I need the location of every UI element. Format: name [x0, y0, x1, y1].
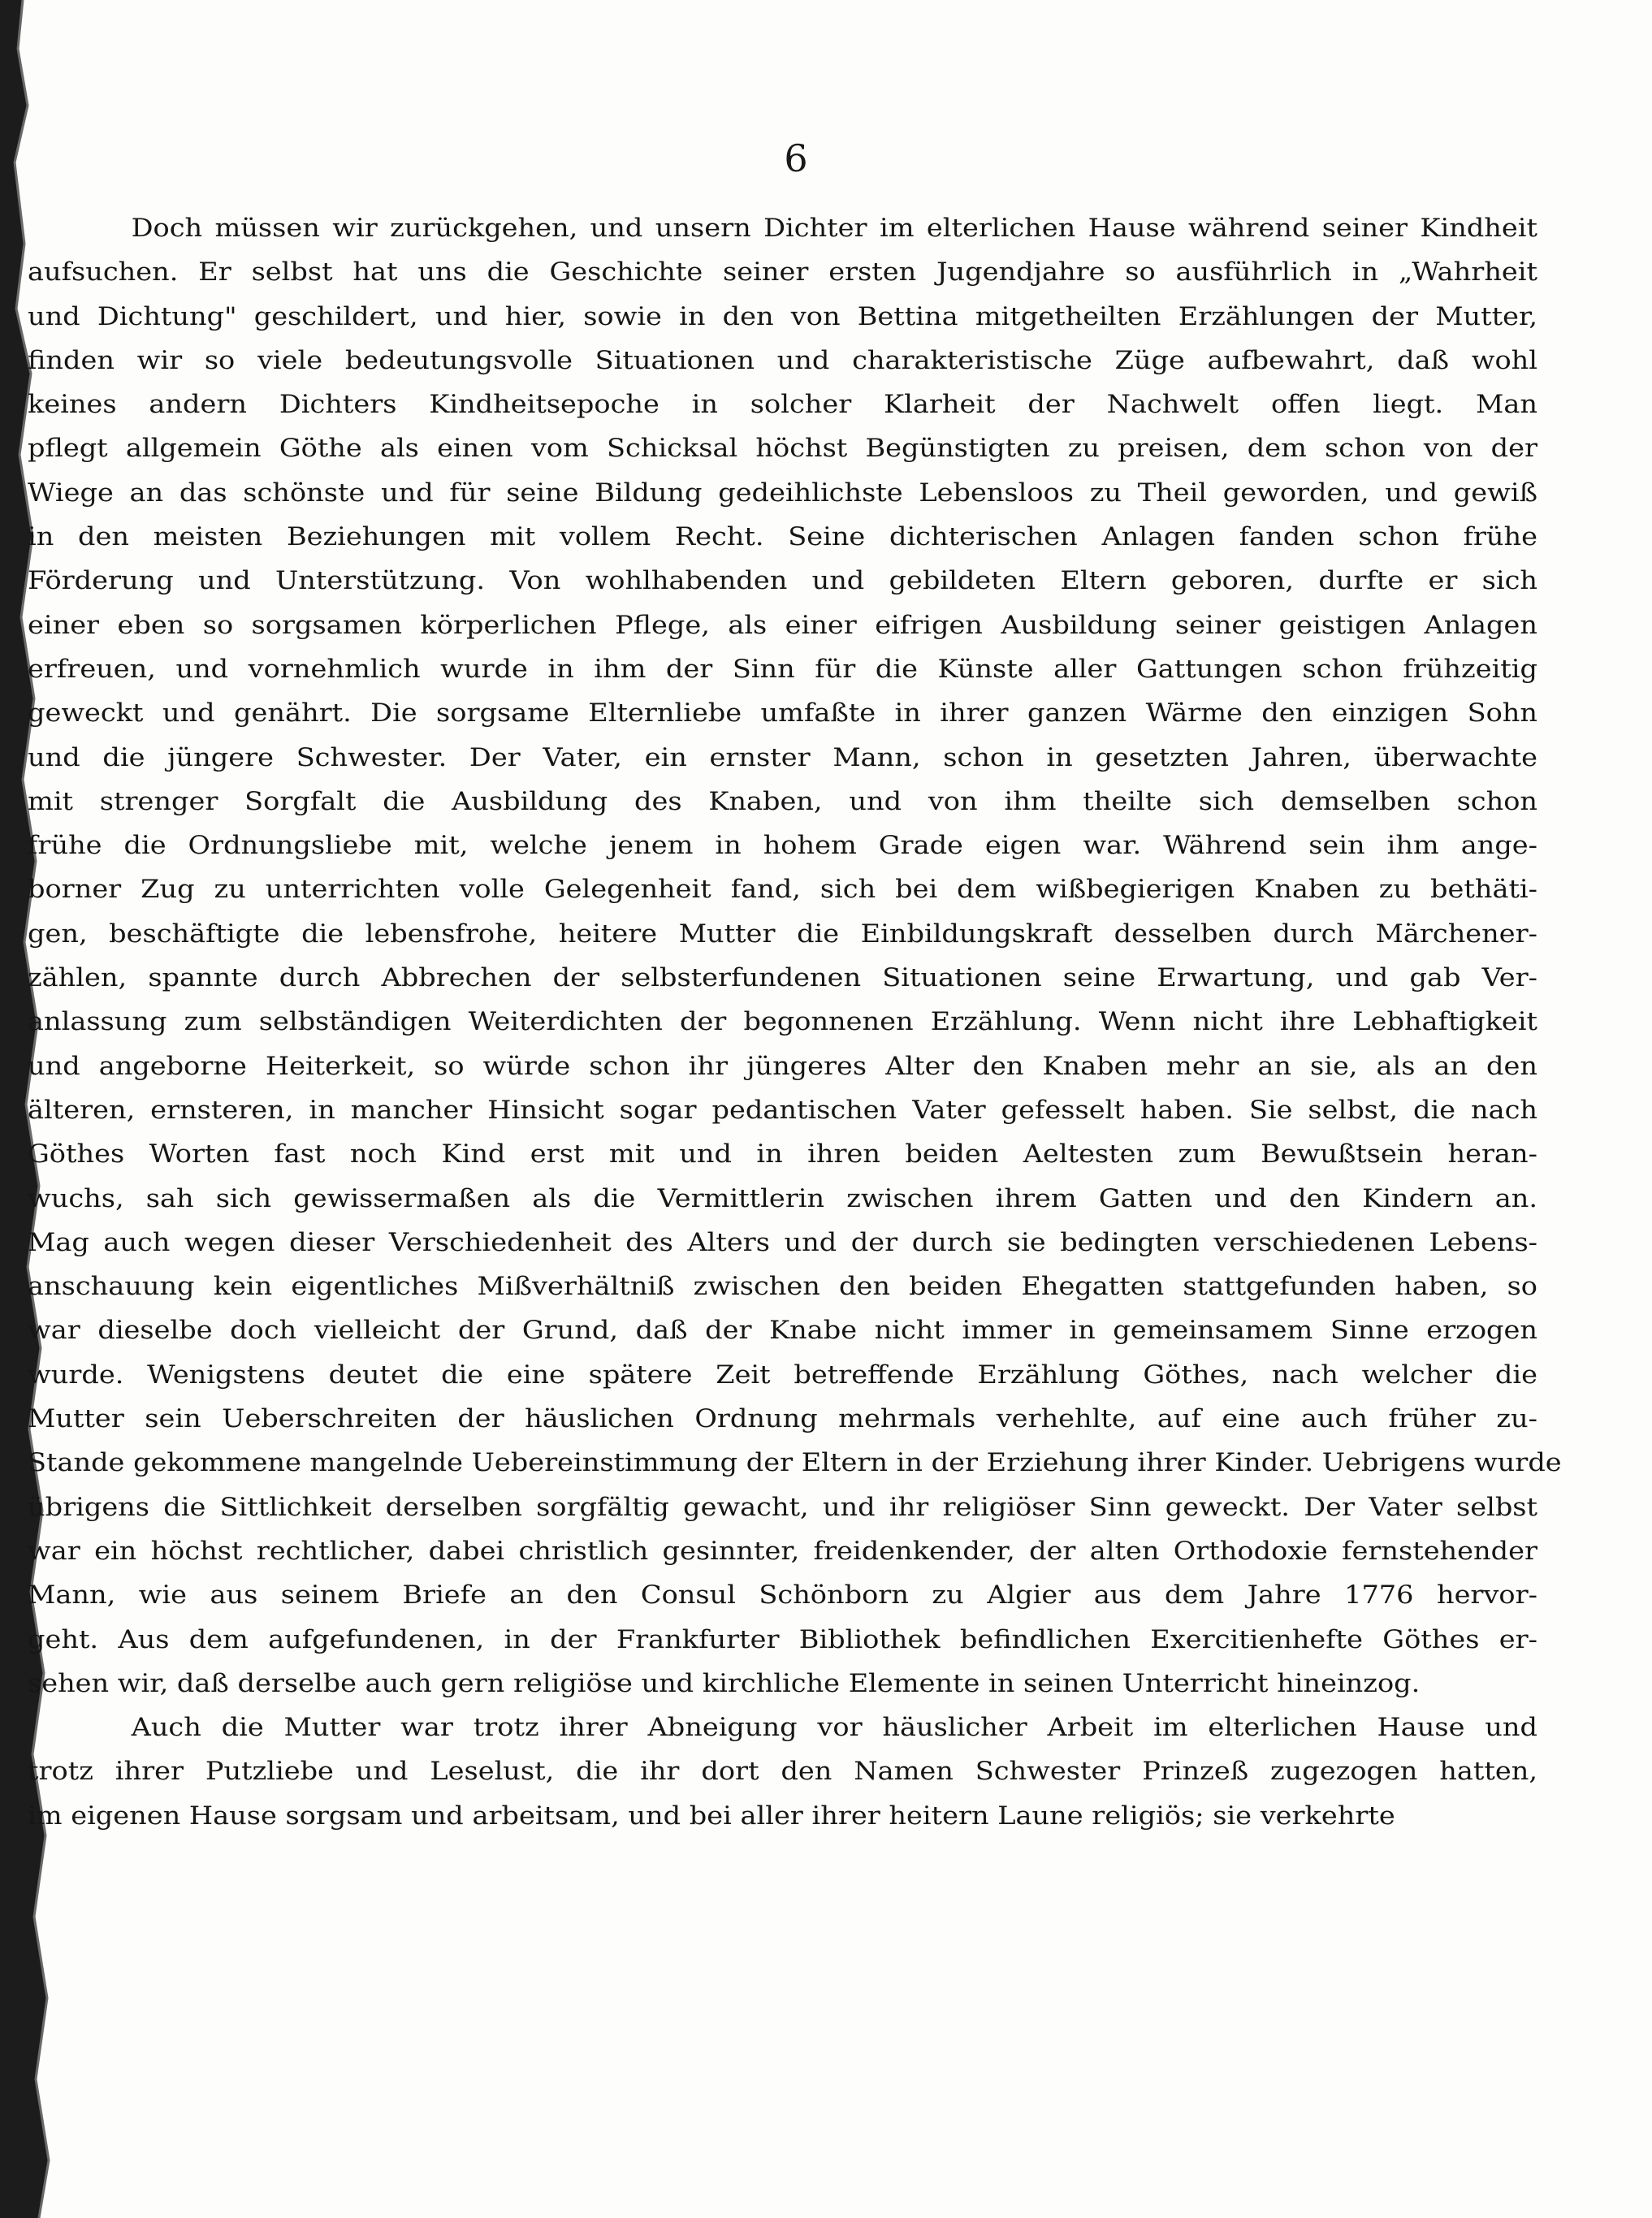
text-line: übrigens die Sittlichkeit derselben sorgfältig gewacht, und ihr religiöser Sinn geweckt. Der Vater selbst — [28, 1493, 1537, 1522]
text-line: und Dichtung" geschildert, und hier, sowie in den von Bettina mitgetheilten Erzählungen der Mutter, — [28, 302, 1537, 331]
text-line: geweckt und genährt. Die sorgsame Elternliebe umfaßte in ihrer ganzen Wärme den einzigen Sohn — [28, 699, 1537, 729]
text-line: sehen wir, daß derselbe auch gern religiöse und kirchliche Elemente in seinen Unterricht hineinzog. — [28, 1669, 1421, 1698]
text-line: erfreuen, und vornehmlich wurde in ihm der Sinn für die Künste aller Gattungen schon frühzeitig — [28, 655, 1537, 684]
text-line: anschauung kein eigentliches Mißverhältniß zwischen den beiden Ehegatten stattgefunden haben, so — [28, 1273, 1537, 1302]
text-line: und die jüngere Schwester. Der Vater, ein ernster Mann, schon in gesetzten Jahren, überwachte — [28, 743, 1537, 772]
body-text — [28, 207, 1562, 1839]
text-line: älteren, ernsteren, in mancher Hinsicht sogar pedantischen Vater gefesselt haben. Sie selbst, die nach — [28, 1096, 1537, 1125]
text-line: war ein höchst rechtlicher, dabei christlich gesinnter, freidenkender, der alten Orthodoxie fernstehender — [28, 1537, 1537, 1566]
text-line: Auch die Mutter war trotz ihrer Abneigung vor häuslicher Arbeit im elterlichen Hause und — [131, 1714, 1538, 1743]
text-line: pflegt allgemein Göthe als einen vom Schicksal höchst Begünstigten zu preisen, dem schon von der — [28, 435, 1537, 464]
text-line: einer eben so sorgsamen körperlichen Pflege, als einer eifrigen Ausbildung seiner geistigen Anlagen — [28, 611, 1537, 640]
text-line: wuchs, sah sich gewissermaßen als die Vermittlerin zwischen ihrem Gatten und den Kindern an. — [28, 1184, 1537, 1213]
text-line: Förderung und Unterstützung. Von wohlhabenden und gebildeten Eltern geboren, durfte er sich — [28, 567, 1537, 596]
text-line: geht. Aus dem aufgefundenen, in der Frankfurter Bibliothek befindlichen Exercitienhefte Göthes er- — [28, 1625, 1537, 1654]
text-line: anlassung zum selbständigen Weiterdichten der begonnenen Erzählung. Wenn nicht ihre Lebhaftigkeit — [28, 1008, 1537, 1037]
text-line: Mann, wie aus seinem Briefe an den Consul Schönborn zu Algier aus dem Jahre 1776 hervor- — [28, 1581, 1537, 1611]
text-line: aufsuchen. Er selbst hat uns die Geschichte seiner ersten Jugendjahre so ausführlich in „Wahrheit — [28, 258, 1537, 288]
text-line: borner Zug zu unterrichten volle Gelegenheit fand, sich bei dem wißbegierigen Knaben zu bethäti- — [28, 876, 1537, 905]
text-line: Doch müssen wir zurückgehen, und unsern Dichter im elterlichen Hause während seiner Kindheit — [131, 214, 1538, 243]
page-number: 6 — [784, 136, 808, 180]
text-line: gen, beschäftigte die lebensfrohe, heitere Mutter die Einbildungskraft desselben durch Märchener- — [28, 919, 1537, 949]
text-line: Göthes Worten fast noch Kind erst mit und in ihren beiden Aeltesten zum Bewußtsein heran- — [28, 1140, 1537, 1170]
text-line: war dieselbe doch vielleicht der Grund, daß der Knabe nicht immer in gemeinsamem Sinne erzogen — [28, 1317, 1537, 1346]
text-line: frühe die Ordnungsliebe mit, welche jenem in hohem Grade eigen war. Während sein ihm ange- — [28, 832, 1537, 861]
text-line: in den meisten Beziehungen mit vollem Recht. Seine dichterischen Anlagen fanden schon frühe — [28, 523, 1537, 552]
text-line: Wiege an das schönste und für seine Bildung gedeihlichste Lebensloos zu Theil geworden, und gewiß — [28, 478, 1537, 508]
text-line: keines andern Dichters Kindheitsepoche in solcher Klarheit der Nachwelt offen liegt. Man — [28, 391, 1537, 420]
text-line: und angeborne Heiterkeit, so würde schon ihr jüngeres Alter den Knaben mehr an sie, als an den — [28, 1052, 1537, 1081]
text-line: im eigenen Hause sorgsam und arbeitsam, und bei aller ihrer heitern Laune religiös; sie verkehrte — [28, 1801, 1395, 1831]
text-line: finden wir so viele bedeutungsvolle Situationen und charakteristische Züge aufbewahrt, daß wohl — [28, 346, 1537, 375]
text-line: trotz ihrer Putzliebe und Leselust, die ihr dort den Namen Schwester Prinzeß zugezogen hatten, — [28, 1758, 1537, 1787]
text-line: Stande gekommene mangelnde Uebereinstimmung der Eltern in der Erziehung ihrer Kinder. Uebrigens wurde — [28, 1449, 1562, 1478]
text-line: Mag auch wegen dieser Verschiedenheit des Alters und der durch sie bedingten verschiedenen Lebens- — [28, 1228, 1537, 1257]
text-line: wurde. Wenigstens deutet die eine spätere Zeit betreffende Erzählung Göthes, nach welcher die — [28, 1360, 1537, 1390]
text-line: Mutter sein Ueberschreiten der häuslichen Ordnung mehrmals verhehlte, auf eine auch früher zu- — [28, 1405, 1537, 1434]
text-line: zählen, spannte durch Abbrechen der selbsterfundenen Situationen seine Erwartung, und gab Ver- — [28, 964, 1537, 993]
text-line: mit strenger Sorgfalt die Ausbildung des Knaben, und von ihm theilte sich demselben schon — [28, 787, 1537, 816]
